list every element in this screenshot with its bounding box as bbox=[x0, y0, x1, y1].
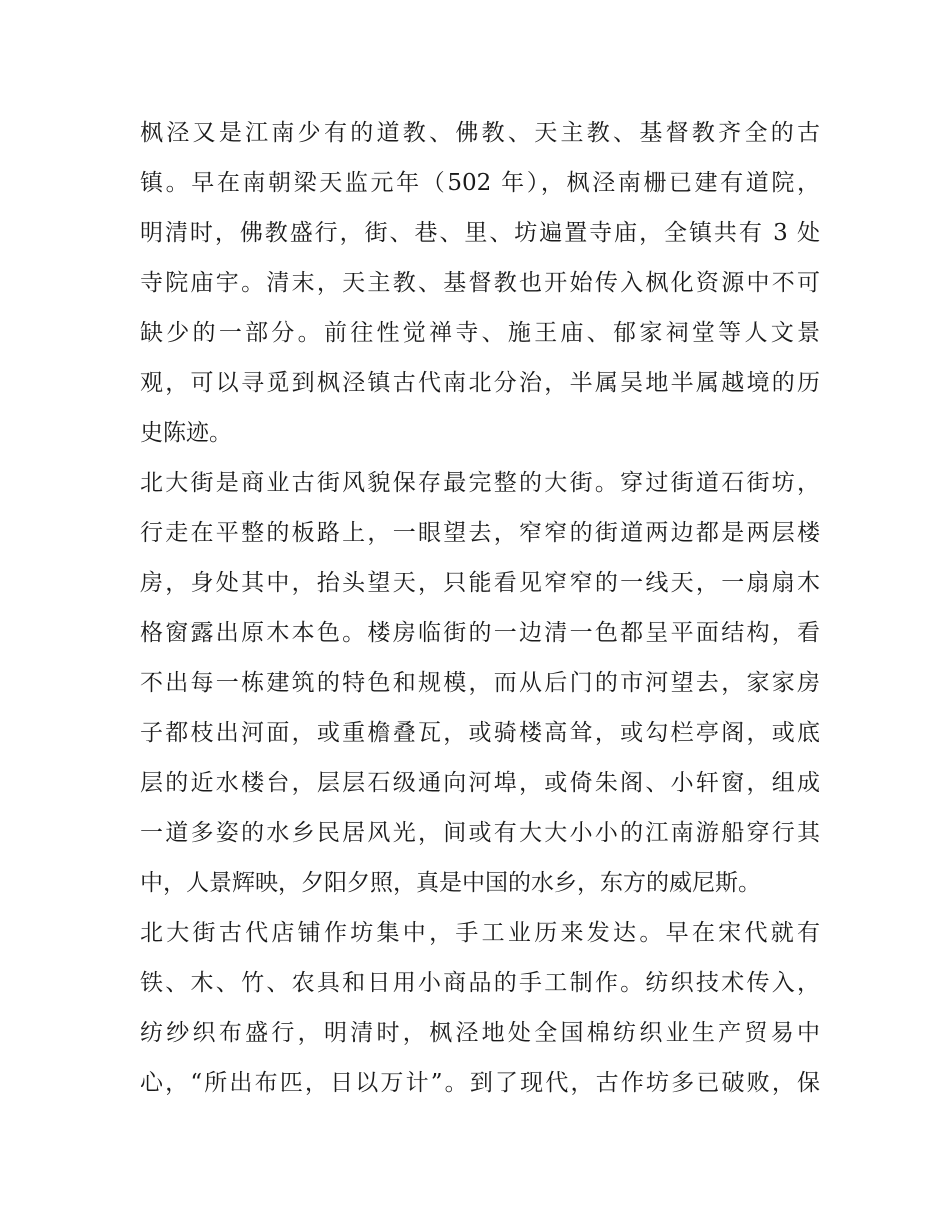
text-line: 观，可以寻觅到枫泾镇古代南北分治，半属吴地半属越境的历 bbox=[140, 370, 820, 396]
text-line: 一道多姿的水乡民居风光，间或有大大小小的江南游船穿行其 bbox=[140, 820, 820, 846]
text-line: 寺院庙宇。清末，天主教、基督教也开始传入枫化资源中不可 bbox=[140, 270, 820, 296]
text-line: 纺纱织布盛行，明清时，枫泾地处全国棉纺织业生产贸易中 bbox=[140, 1020, 820, 1046]
paragraph-workshops bbox=[140, 908, 820, 1108]
text-line: 镇。早在南朝梁天监元年（502 年），枫泾南栅已建有道院， bbox=[140, 170, 820, 196]
paragraph-religion bbox=[140, 108, 820, 458]
text-line: 格窗露出原木本色。楼房临街的一边清一色都呈平面结构，看 bbox=[140, 620, 820, 646]
text-line: 房，身处其中，抬头望天，只能看见窄窄的一线天，一扇扇木 bbox=[140, 570, 820, 596]
paragraph-north-street bbox=[140, 458, 820, 908]
text-line: 行走在平整的板路上，一眼望去，窄窄的街道两边都是两层楼 bbox=[140, 520, 820, 546]
text-line: 北大街是商业古街风貌保存最完整的大街。穿过街道石街坊， bbox=[140, 470, 820, 496]
text-line: 明清时，佛教盛行，街、巷、里、坊遍置寺庙，全镇共有 3 处 bbox=[140, 220, 820, 246]
body-text bbox=[140, 108, 820, 1108]
text-line: 不出每一栋建筑的特色和规模，而从后门的市河望去，家家房 bbox=[140, 670, 820, 696]
text-line: 中，人景辉映，夕阳夕照，真是中国的水乡，东方的威尼斯。 bbox=[140, 870, 761, 896]
text-line: 枫泾又是江南少有的道教、佛教、天主教、基督教齐全的古 bbox=[140, 120, 820, 146]
text-line: 铁、木、竹、农具和日用小商品的手工制作。纺织技术传入， bbox=[140, 970, 820, 996]
text-line: 子都枝出河面，或重檐叠瓦，或骑楼高耸，或勾栏亭阁，或底 bbox=[140, 720, 820, 746]
text-line: 缺少的一部分。前往性觉禅寺、施王庙、郁家祠堂等人文景 bbox=[140, 320, 820, 346]
text-line: 心，“所出布匹，日以万计”。到了现代，古作坊多已破败，保 bbox=[140, 1070, 820, 1096]
text-line: 史陈迹。 bbox=[140, 420, 232, 446]
text-line: 北大街古代店铺作坊集中，手工业历来发达。早在宋代就有 bbox=[140, 920, 820, 946]
text-line: 层的近水楼台，层层石级通向河埠，或倚朱阁、小轩窗，组成 bbox=[140, 770, 820, 796]
